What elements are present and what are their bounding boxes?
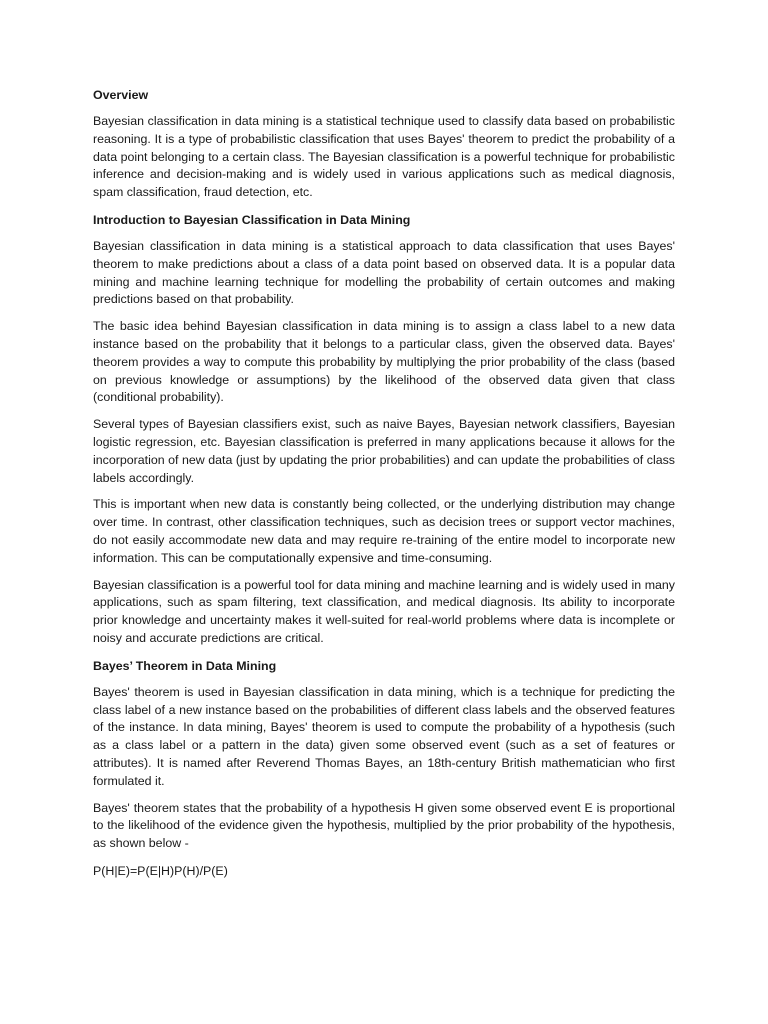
- document-page: [93, 86, 675, 880]
- paragraph: Bayes' theorem states that the probability of a hypothesis H given some observed event E is proportional to the likelihood of the evidence given the hypothesis, multiplied by the prior probability of the hypothesis, as shown below -: [93, 800, 675, 851]
- paragraph: Bayesian classification in data mining is a statistical technique used to classify data based on probabilistic reasoning. It is a type of probabilistic classification that uses Bayes' theorem to predict the probability of a data point belonging to a certain class. The Bayesian classification is a powerful technique for probabilistic inference and decision-making and is widely used in various applications such as medical diagnosis, spam classification, fraud detection, etc.: [93, 114, 675, 200]
- paragraph: Bayesian classification is a powerful tool for data mining and machine learning and is widely used in many applications, such as spam filtering, text classification, and medical diagnosis. Its ability to incorporate prior knowledge and uncertainty makes it well-suited for real-world problems where data is incomplete or noisy and accurate predictions are critical.: [93, 577, 675, 645]
- section-heading-bayes-theorem: Bayes’ Theorem in Data Mining: [93, 658, 277, 673]
- paragraph: Several types of Bayesian classifiers exist, such as naive Bayes, Bayesian network classifiers, Bayesian logistic regression, etc. Bayesian classification is preferred in many applications because it allows for the incorporation of new data (just by updating the prior probabilities) and can update the probabilities of class labels accordingly.: [93, 417, 675, 485]
- paragraph: Bayesian classification in data mining is a statistical approach to data classification that uses Bayes' theorem to make predictions about a class of a data point based on observed data. It is a popular data mining and machine learning technique for modelling the probability of certain outcomes and making predictions based on that probability.: [93, 238, 675, 307]
- bayes-formula: P(H|E)=P(E|H)P(H)/P(E): [93, 863, 228, 878]
- section-heading-overview: Overview: [93, 88, 149, 102]
- paragraph: The basic idea behind Bayesian classification in data mining is to assign a class label to a new data instance based on the probability that it belongs to a particular class, given the observed data. Bayes' theorem provides a way to compute this probability by multiplying the prior probability of the class (based on previous knowledge or assumptions) by the likelihood of the observed data given that class (conditional probability).: [93, 319, 675, 405]
- section-heading-introduction: Introduction to Bayesian Classification in Data Mining: [93, 212, 411, 227]
- paragraph: This is important when new data is constantly being collected, or the underlying distribution may change over time. In contrast, other classification techniques, such as decision trees or support vector machines, do not easily accommodate new data and may require re-training of the entire model to incorporate new information. This can be computationally expensive and time-consuming.: [93, 497, 675, 565]
- paragraph: Bayes' theorem is used in Bayesian classification in data mining, which is a technique for predicting the class label of a new instance based on the probabilities of different class labels and the observed features of the instance. In data mining, Bayes' theorem is used to compute the probability of a hypothesis (such as a class label or a pattern in the data) given some observed event (such as a set of features or attributes). It is named after Reverend Thomas Bayes, an 18th-century British mathematician who first formulated it.: [93, 684, 675, 788]
